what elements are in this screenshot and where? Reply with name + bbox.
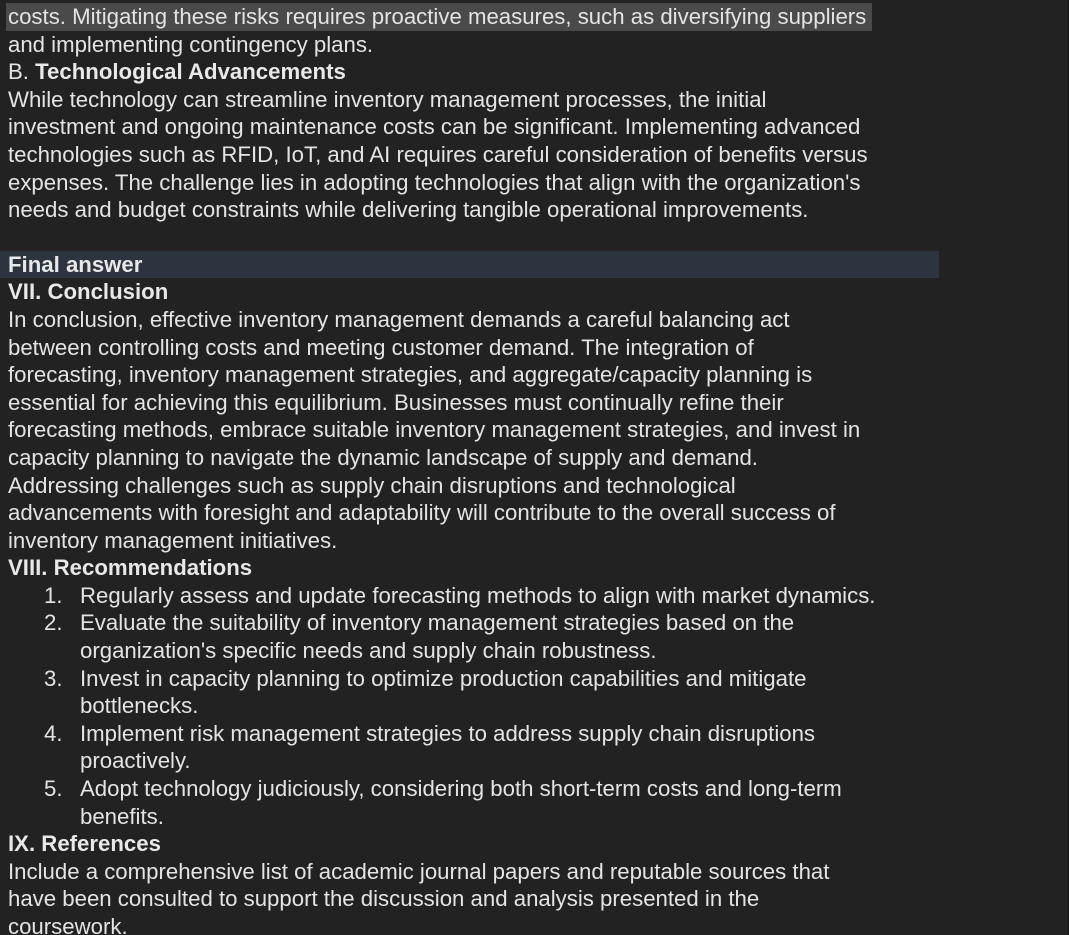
selected-text[interactable]: costs. Mitigating these risks requires proactive measures, such as diversifying suppliers: [6, 3, 872, 31]
text-line: proactively.: [80, 748, 191, 774]
conclusion-heading: VII. Conclusion: [8, 279, 169, 305]
text-line: essential for achieving this equilibrium. Businesses must continually refine their: [8, 389, 784, 415]
text-line: advancements with foresight and adaptability will contribute to the overall success of: [8, 500, 836, 526]
response-text-area: [8, 3, 948, 935]
text-line: While technology can streamline inventory management processes, the initial: [8, 86, 767, 112]
text-line: forecasting, inventory management strategies, and aggregate/capacity planning is: [8, 362, 813, 388]
text-line: inventory management initiatives.: [8, 527, 338, 553]
references-heading: IX. References: [8, 831, 161, 857]
subsection-prefix: B.: [8, 59, 36, 85]
list-item: [8, 609, 948, 664]
recommendations-list: [8, 582, 948, 830]
spacer: [8, 224, 948, 251]
recommendations-heading: VIII. Recommendations: [8, 555, 253, 581]
list-item: [8, 775, 948, 830]
text-line: benefits.: [80, 803, 164, 829]
text-line: Invest in capacity planning to optimize production capabilities and mitigate: [80, 665, 807, 691]
text-line: Implement risk management strategies to address supply chain disruptions: [80, 720, 816, 746]
list-number: 1.: [44, 582, 63, 608]
text-line: investment and ongoing maintenance costs can be significant. Implementing advanced: [8, 114, 861, 140]
text-line: technologies such as RFID, IoT, and AI requires careful consideration of benefits versus: [8, 141, 868, 167]
text-line: Evaluate the suitability of inventory management strategies based on the: [80, 610, 795, 636]
list-number: 3.: [44, 665, 63, 691]
text-line: bottlenecks.: [80, 693, 199, 719]
text-line: Regularly assess and update forecasting methods to align with market dynamics.: [80, 582, 876, 608]
text-line: Adopt technology judiciously, considering both short-term costs and long-term: [80, 776, 842, 802]
list-item: [8, 720, 948, 775]
list-item: [8, 665, 948, 720]
text-line: organization's specific needs and supply chain robustness.: [80, 638, 657, 664]
text-line: coursework.: [8, 914, 128, 935]
list-number: 5.: [44, 776, 63, 802]
text-line: expenses. The challenge lies in adopting technologies that align with the organization's: [8, 169, 861, 195]
text-line: capacity planning to navigate the dynamic landscape of supply and demand.: [8, 444, 758, 470]
subsection-title: Technological Advancements: [35, 59, 346, 85]
text-line: Addressing challenges such as supply chain disruptions and technological: [8, 472, 736, 498]
text-line: In conclusion, effective inventory management demands a careful balancing act: [8, 306, 790, 332]
text-line: and implementing contingency plans.: [8, 31, 374, 57]
list-number: 2.: [44, 610, 63, 636]
text-line: Include a comprehensive list of academic journal papers and reputable sources that: [8, 858, 830, 884]
text-line: between controlling costs and meeting customer demand. The integration of: [8, 334, 754, 360]
subsection-heading: [8, 58, 948, 86]
list-item: [8, 582, 948, 610]
text-line: [8, 3, 948, 31]
text-line: have been consulted to support the discussion and analysis presented in the: [8, 886, 760, 912]
text-line: needs and budget constraints while delivering tangible operational improvements.: [8, 197, 809, 223]
list-number: 4.: [44, 720, 63, 746]
final-answer-label: Final answer: [0, 251, 939, 279]
text-line: forecasting methods, embrace suitable inventory management strategies, and invest in: [8, 417, 861, 443]
